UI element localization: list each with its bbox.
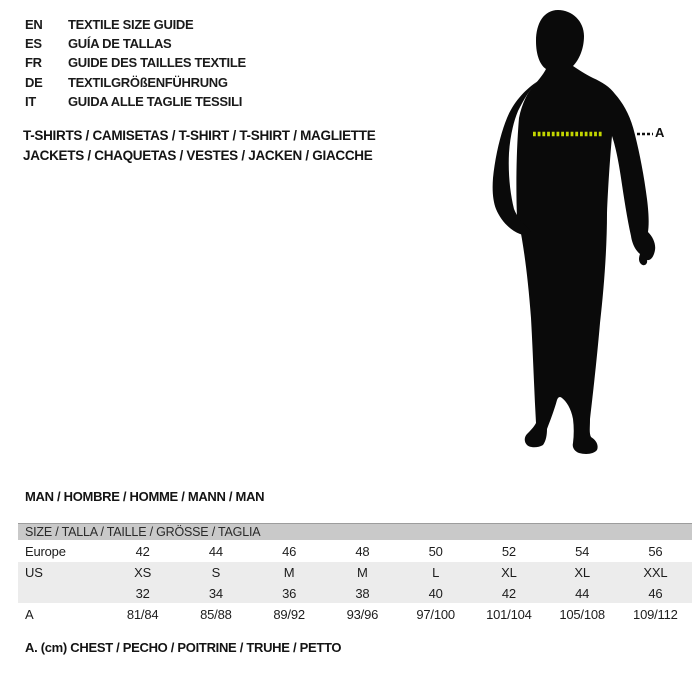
size-cell: 42	[135, 543, 150, 559]
language-row	[25, 15, 246, 34]
size-cell: XS	[134, 565, 152, 580]
language-row	[25, 73, 246, 92]
measure-label-a: A	[655, 125, 665, 140]
size-cell: XL	[501, 565, 517, 580]
size-cell: 105/108	[559, 606, 605, 622]
silhouette-body	[516, 10, 655, 454]
size-cell: 52	[501, 543, 516, 559]
man-silhouette	[486, 3, 666, 463]
language-row	[25, 53, 246, 72]
size-cell: 34	[208, 585, 223, 601]
language-title: TEXTILGRÖßENFÜHRUNG	[68, 74, 228, 90]
size-cell: 50	[428, 543, 443, 559]
size-cell: M	[357, 565, 368, 580]
size-table	[18, 523, 692, 625]
size-cell: S	[211, 565, 221, 580]
language-code: DE	[25, 74, 43, 90]
row-label: US	[25, 565, 43, 580]
size-cell: 81/84	[126, 606, 159, 622]
size-cell: 89/92	[273, 606, 305, 622]
table-row-us	[18, 562, 692, 583]
table-row-chest	[18, 603, 692, 625]
table-row-numeric	[18, 583, 692, 603]
product-line-jackets: JACKETS / CHAQUETAS / VESTES / JACKEN / GIACCHE	[23, 147, 373, 163]
table-header-row	[18, 523, 692, 540]
size-cell: 97/100	[416, 606, 455, 622]
size-cell: 46	[282, 543, 297, 559]
size-cell: 48	[355, 543, 370, 559]
table-row-europe	[18, 540, 692, 562]
language-code: IT	[25, 93, 36, 109]
size-cell: 109/112	[633, 606, 678, 622]
language-title: GUIDA ALLE TAGLIE TESSILI	[68, 93, 243, 109]
size-cell: XL	[574, 565, 590, 580]
language-code: FR	[25, 55, 42, 71]
size-cell: 93/96	[346, 606, 379, 622]
language-code: EN	[25, 17, 43, 32]
size-cell: 44	[208, 543, 223, 559]
size-cell: 36	[282, 585, 297, 601]
section-title: MAN / HOMBRE / HOMME / MANN / MAN	[25, 489, 265, 504]
size-cell: L	[432, 565, 440, 580]
size-cell: 42	[501, 585, 516, 601]
language-list	[25, 15, 246, 111]
language-title: GUIDE DES TAILLES TEXTILE	[68, 55, 246, 71]
size-cell: 101/104	[486, 606, 532, 622]
size-cell: 32	[135, 585, 150, 601]
size-cell: M	[283, 565, 295, 580]
language-code: ES	[25, 36, 42, 52]
language-title: GUÍA DE TALLAS	[68, 36, 172, 52]
size-cell: 44	[575, 585, 590, 601]
man-silhouette-figure	[486, 3, 700, 465]
row-label: A	[25, 606, 34, 622]
size-cell: XXL	[643, 565, 668, 580]
language-row	[25, 34, 246, 53]
language-title: TEXTILE SIZE GUIDE	[68, 17, 194, 32]
size-cell: 38	[355, 585, 370, 601]
table-header-label: SIZE / TALLA / TAILLE / GRÖSSE / TAGLIA	[25, 525, 261, 539]
product-categories	[23, 126, 375, 165]
footnote-measure-legend: A. (cm) CHEST / PECHO / POITRINE / TRUHE / PETTO	[25, 640, 342, 655]
product-line-tshirts: T-SHIRTS / CAMISETAS / T-SHIRT / T-SHIRT / MAGLIETTE	[23, 128, 376, 143]
language-row	[25, 92, 246, 111]
size-cell: 56	[648, 543, 663, 559]
size-cell: 85/88	[200, 606, 232, 622]
size-cell: 46	[648, 585, 663, 601]
row-label: Europe	[25, 543, 66, 559]
size-cell: 54	[575, 543, 590, 559]
table-shaded-group	[18, 562, 692, 603]
size-cell: 40	[428, 585, 443, 601]
